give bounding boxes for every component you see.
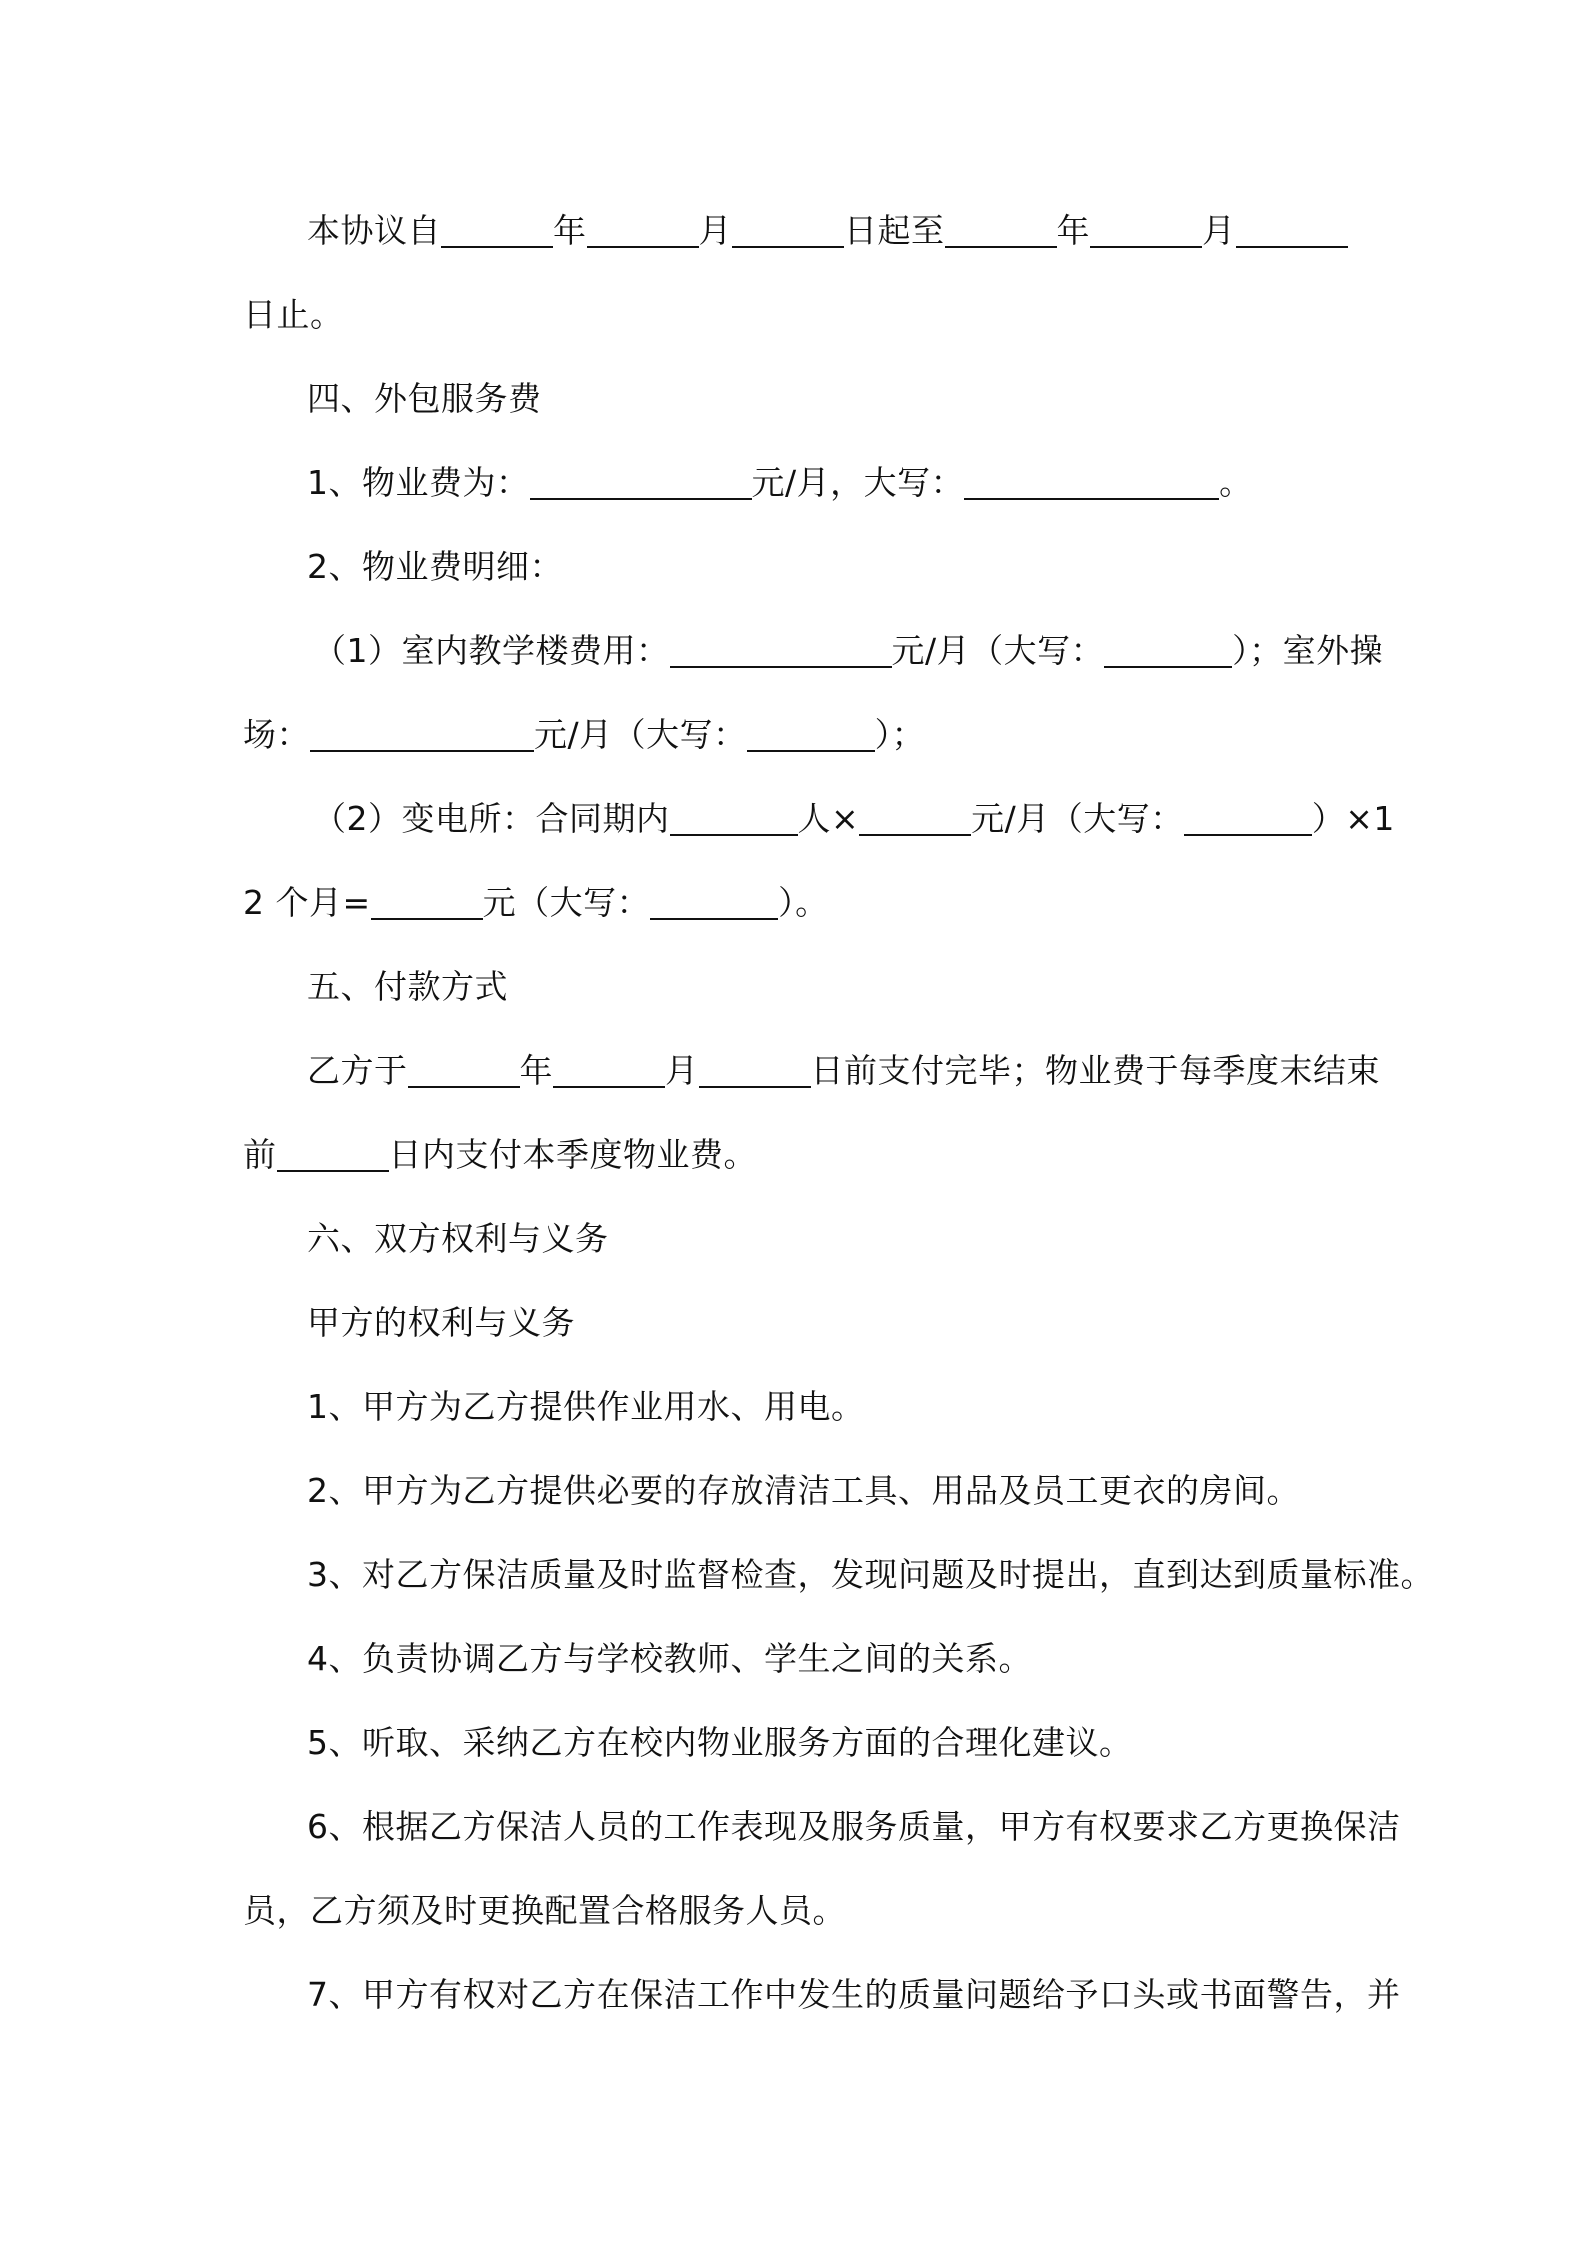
blank-line — [747, 714, 875, 752]
blank-line — [1104, 630, 1232, 668]
blank-line — [670, 630, 892, 668]
fee-item-2 — [0, 543, 1586, 591]
blank-line — [441, 210, 553, 248]
text: 。 — [1219, 463, 1253, 502]
section-heading — [0, 963, 1586, 1011]
blank-line — [408, 1050, 520, 1088]
term-paragraph — [0, 207, 1586, 255]
list-item-cont — [0, 1887, 1586, 1935]
text: 人× — [797, 799, 860, 838]
blank-line — [310, 714, 534, 752]
blank-line — [530, 462, 752, 500]
list-item — [0, 1803, 1586, 1851]
text: 元/月（大写： — [534, 715, 747, 754]
blank-line — [732, 210, 844, 248]
item-text: 5、听取、采纳乙方在校内物业服务方面的合理化建议。 — [307, 1723, 1133, 1762]
text: 2 个月= — [243, 883, 371, 922]
blank-line — [587, 210, 699, 248]
fee-item-2-2 — [0, 795, 1586, 843]
item-text: 2、甲方为乙方提供必要的存放清洁工具、用品及员工更衣的房间。 — [307, 1471, 1300, 1510]
text: 元/月（大写： — [971, 799, 1184, 838]
text: 元/月，大写： — [751, 463, 965, 502]
fee-item-2-2-cont — [0, 879, 1586, 927]
text: 日止。 — [243, 295, 344, 334]
list-item — [0, 1635, 1586, 1683]
blank-line — [945, 210, 1057, 248]
blank-line — [670, 798, 798, 836]
blank-line — [277, 1134, 389, 1172]
item-text: 员，乙方须及时更换配置合格服务人员。 — [243, 1891, 846, 1930]
item-text: 7、甲方有权对乙方在保洁工作中发生的质量问题给予口头或书面警告，并 — [307, 1975, 1401, 2014]
text: 年 — [1056, 211, 1090, 250]
section-4-title: 四、外包服务费 — [307, 379, 542, 418]
blank-line — [371, 882, 483, 920]
text: 2、物业费明细： — [307, 547, 563, 586]
list-item — [0, 1971, 1586, 2019]
text: ）。 — [778, 883, 829, 922]
text: 日起至 — [844, 211, 945, 250]
blank-line — [699, 1050, 811, 1088]
text: （2）变电所：合同期内 — [313, 799, 670, 838]
blank-line — [1090, 210, 1202, 248]
section-5-title: 五、付款方式 — [307, 967, 508, 1006]
party-a-title: 甲方的权利与义务 — [307, 1303, 575, 1342]
item-text: 4、负责协调乙方与学校教师、学生之间的关系。 — [307, 1639, 1032, 1678]
fee-item-1 — [0, 459, 1586, 507]
text: 月 — [698, 211, 732, 250]
text: 乙方于 — [307, 1051, 408, 1090]
blank-line — [859, 798, 971, 836]
text: 前 — [243, 1135, 277, 1174]
list-item — [0, 1551, 1586, 1599]
text: 元（大写： — [482, 883, 651, 922]
blank-line — [650, 882, 778, 920]
item-text: 1、甲方为乙方提供作业用水、用电。 — [307, 1387, 865, 1426]
item-text: 3、对乙方保洁质量及时监督检查，发现问题及时提出，直到达到质量标准。 — [307, 1555, 1434, 1594]
list-item — [0, 1383, 1586, 1431]
text: 日内支付本季度物业费。 — [388, 1135, 757, 1174]
text: 元/月（大写： — [891, 631, 1105, 670]
payment-paragraph — [0, 1047, 1586, 1095]
blank-line — [1236, 210, 1348, 248]
text: （1）室内教学楼费用： — [313, 631, 670, 670]
list-item — [0, 1467, 1586, 1515]
list-item — [0, 1719, 1586, 1767]
item-text: 6、根据乙方保洁人员的工作表现及服务质量，甲方有权要求乙方更换保洁 — [307, 1807, 1401, 1846]
text: ）×1 — [1311, 799, 1395, 838]
payment-paragraph-cont — [0, 1131, 1586, 1179]
text: 月 — [1202, 211, 1236, 250]
text: 本协议自 — [307, 211, 441, 250]
term-paragraph-end — [0, 291, 1586, 339]
text: ）； — [874, 715, 926, 754]
text: 日前支付完毕；物业费于每季度末结束 — [810, 1051, 1380, 1090]
blank-line — [964, 462, 1219, 500]
fee-item-2-1-cont — [0, 711, 1586, 759]
section-6-title: 六、双方权利与义务 — [307, 1219, 609, 1258]
blank-line — [1184, 798, 1312, 836]
text: 场： — [243, 715, 310, 754]
sub-heading — [0, 1299, 1586, 1347]
section-heading — [0, 1215, 1586, 1263]
blank-line — [553, 1050, 665, 1088]
text: 月 — [665, 1051, 699, 1090]
section-heading — [0, 375, 1586, 423]
text: 年 — [553, 211, 587, 250]
text: 年 — [519, 1051, 553, 1090]
text: 1、物业费为： — [307, 463, 530, 502]
text: ）；室外操 — [1232, 631, 1384, 670]
fee-item-2-1 — [0, 627, 1586, 675]
